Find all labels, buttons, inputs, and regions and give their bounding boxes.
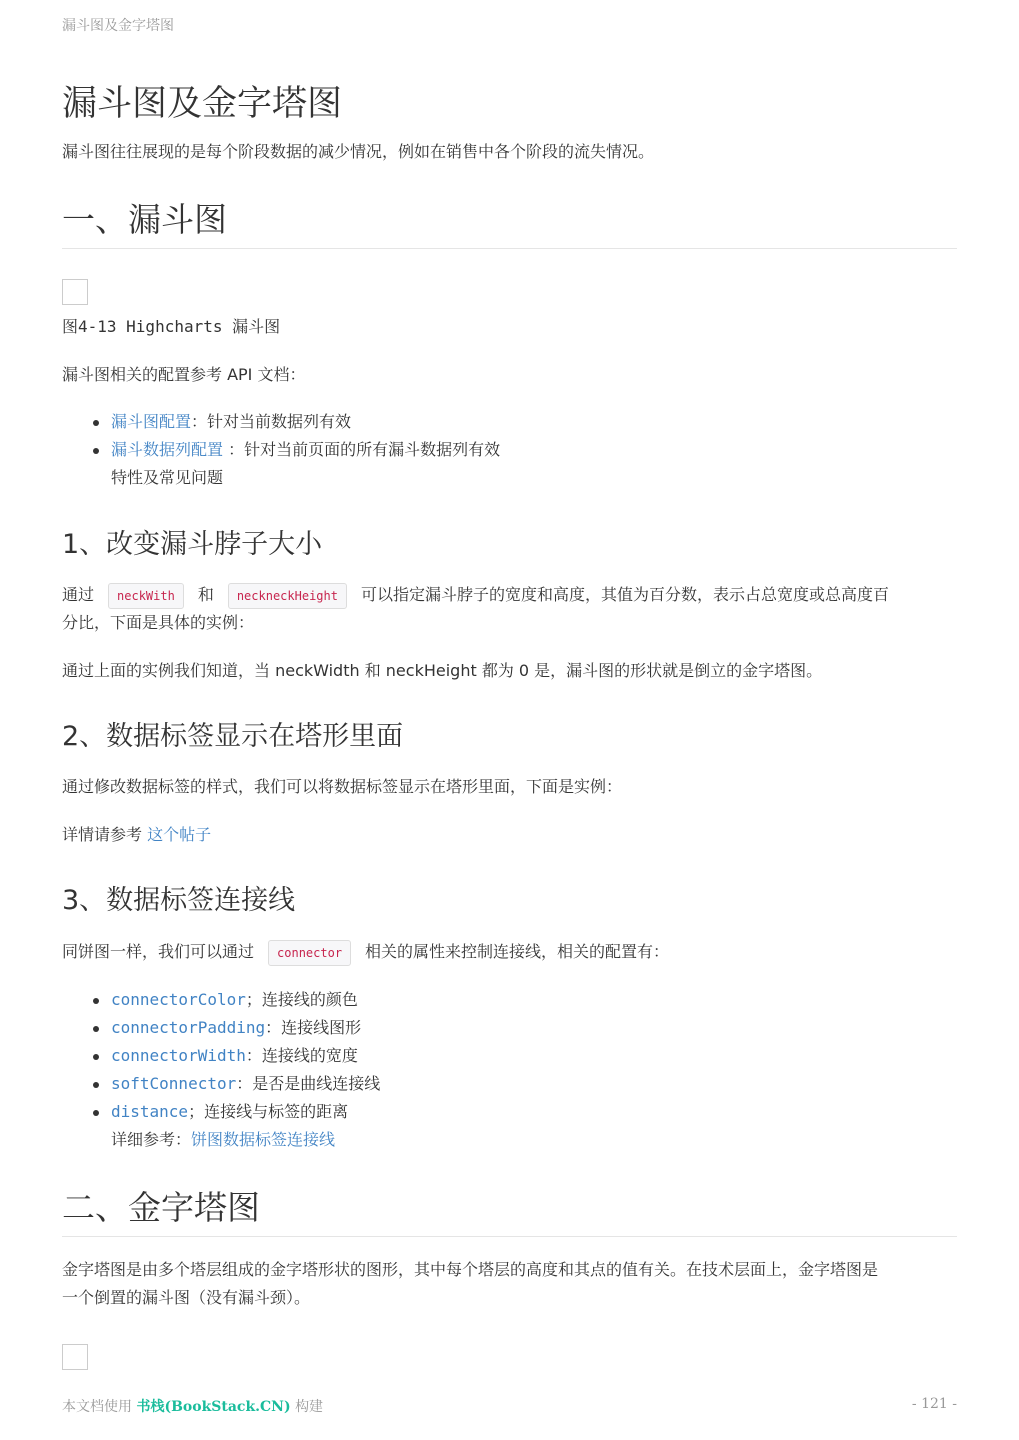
option-name[interactable]: connectorColor	[111, 990, 246, 1009]
broken-image-icon	[62, 1344, 88, 1370]
reference-paragraph: 详情请参考 这个帖子	[62, 825, 212, 844]
subheading-connector: 3、数据标签连接线	[62, 885, 296, 916]
option-name[interactable]: connectorPadding	[111, 1018, 266, 1037]
neck-size-paragraph-line2: 分比，下面是具体的实例：	[62, 613, 255, 632]
code-neckwith: neckWith	[108, 583, 184, 609]
list-item: distance；连接线与标签的距离	[62, 1098, 380, 1126]
funnel-series-config-link[interactable]: 漏斗数据列配置	[111, 440, 224, 459]
section-divider	[62, 248, 957, 249]
list-trailer-text: 特性及常见问题	[111, 468, 224, 487]
pyramid-paragraph-line2: 一个倒置的漏斗图（没有漏斗颈）。	[62, 1288, 311, 1307]
bookstack-link[interactable]: 书栈(BookStack.CN)	[136, 1399, 291, 1415]
running-header: 漏斗图及金字塔图	[62, 18, 174, 34]
section-divider	[62, 1236, 957, 1237]
page-number: - 121 -	[911, 1396, 957, 1412]
list-item: softConnector：是否是曲线连接线	[62, 1070, 380, 1098]
list-item: connectorPadding：连接线图形	[62, 1014, 380, 1042]
connector-option-list	[62, 986, 380, 1154]
intro-paragraph: 漏斗图往往展现的是每个阶段数据的减少情况，例如在销售中各个阶段的流失情况。	[62, 142, 655, 161]
list-item: 漏斗图配置：针对当前数据列有效	[62, 408, 500, 436]
page-title: 漏斗图及金字塔图	[62, 84, 343, 124]
forum-post-link[interactable]: 这个帖子	[147, 825, 212, 844]
api-link-list	[62, 408, 500, 492]
subheading-neck-size: 1、改变漏斗脖子大小	[62, 529, 323, 560]
neck-size-paragraph: 通过 neckWith 和 neckneckHeight 可以指定漏斗脖子的宽度和高度，其值为百分数，表示占总宽度或总高度百	[62, 581, 889, 609]
labels-inside-paragraph: 通过修改数据标签的样式，我们可以将数据标签显示在塔形里面，下面是实例：	[62, 777, 623, 796]
section-heading-pyramid: 二、金字塔图	[62, 1188, 260, 1227]
option-name[interactable]: softConnector	[111, 1074, 237, 1093]
neck-conclusion-paragraph: 通过上面的实例我们知道，当 neckWidth 和 neckHeight 都为 0 是，漏斗图的形状就是倒立的金字塔图。	[62, 661, 823, 680]
code-neckheight: neckneckHeight	[228, 583, 347, 609]
option-name[interactable]: distance	[111, 1102, 189, 1121]
option-name[interactable]: connectorWidth	[111, 1046, 246, 1065]
list-item: connectorColor；连接线的颜色	[62, 986, 380, 1014]
connector-paragraph: 同饼图一样，我们可以通过 connector 相关的属性来控制连接线，相关的配置有：	[62, 938, 669, 966]
pie-connector-doc-link[interactable]: 饼图数据标签连接线	[191, 1130, 336, 1149]
footer-credit: 本文档使用 书栈(BookStack.CN) 构建	[62, 1399, 324, 1415]
list-item: connectorWidth：连接线的宽度	[62, 1042, 380, 1070]
code-connector: connector	[268, 940, 351, 966]
section-heading-funnel: 一、漏斗图	[62, 200, 227, 239]
figure-caption: 图4-13 Highcharts 漏斗图	[62, 317, 281, 336]
subheading-labels-inside: 2、数据标签显示在塔形里面	[62, 721, 404, 752]
broken-image-icon	[62, 279, 88, 305]
detail-reference: 详细参考：饼图数据标签连接线	[111, 1130, 336, 1149]
api-intro: 漏斗图相关的配置参考 API 文档：	[62, 365, 306, 384]
list-item: 漏斗数据列配置 ：针对当前页面的所有漏斗数据列有效	[62, 436, 500, 464]
funnel-config-link[interactable]: 漏斗图配置	[111, 412, 192, 431]
pyramid-paragraph-line1: 金字塔图是由多个塔层组成的金字塔形状的图形，其中每个塔层的高度和其点的值有关。在技术层面上，金字塔图是	[62, 1260, 879, 1279]
